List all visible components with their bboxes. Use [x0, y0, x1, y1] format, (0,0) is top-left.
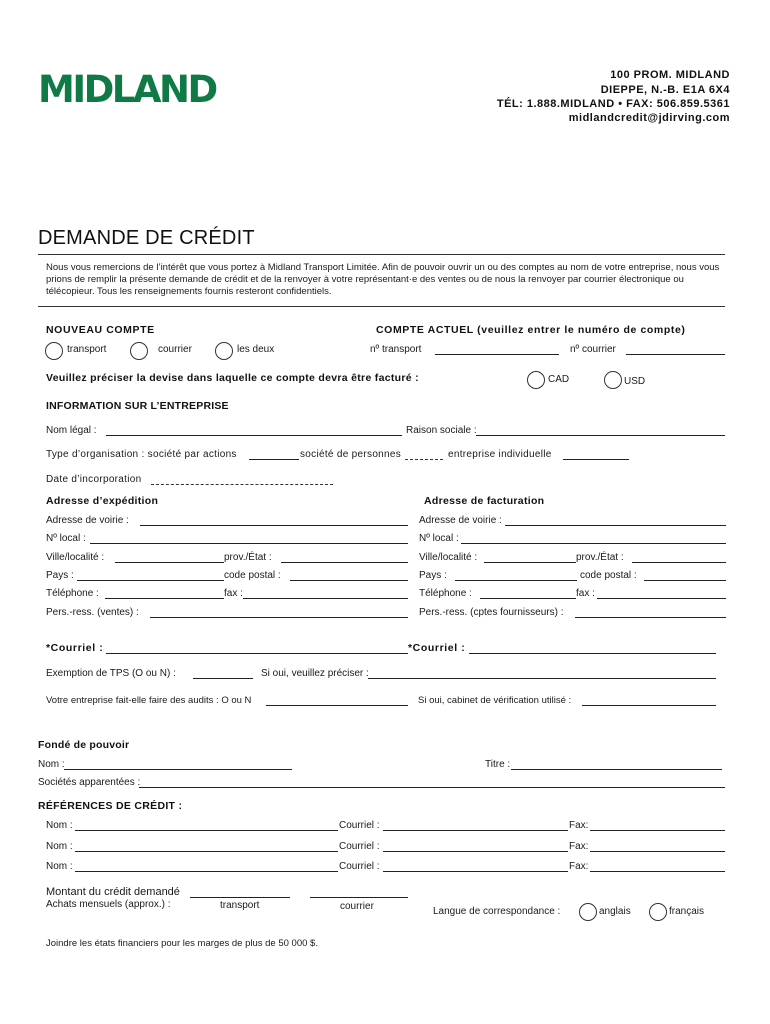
- usd-label: USD: [624, 376, 646, 387]
- org-partnership-label: société de personnes: [300, 449, 402, 460]
- references-heading: RÉFÉRENCES DE CRÉDIT :: [38, 800, 183, 812]
- ref2-fax-field[interactable]: [590, 851, 725, 852]
- legal-name-field[interactable]: [106, 435, 402, 436]
- intro-paragraph: Nous vous remercions de l’intérêt que vous portez à Midland Transport Limitée. Afin de pouvoir ouvrir un ou des comptes au nom de votre entreprise, nous vous prions de remplir la présente demande de crédit et de la renvoyer à votre représentant·e des ventes ou de nous la renvoyer par courrier électronique ou télécopieur. Tous les renseignements fournis resteront confidentiels.: [46, 262, 720, 297]
- legal-name-label: Nom légal :: [46, 425, 97, 436]
- english-radio[interactable]: [579, 903, 597, 921]
- credit-amount-label: Montant du crédit demandé: [46, 886, 180, 898]
- monthly-purchases-label: Achats mensuels (approx.) :: [46, 899, 171, 910]
- bill-prov-field[interactable]: [632, 562, 726, 563]
- address-city: DIEPPE, N.-B. E1A 6X4: [600, 84, 730, 96]
- bill-unit-field[interactable]: [461, 543, 726, 544]
- ref1-email-field[interactable]: [383, 830, 568, 831]
- ref2-fax-label: Fax:: [569, 841, 589, 852]
- org-sole-label: entreprise individuelle: [448, 449, 552, 460]
- address-email: midlandcredit@jdirving.com: [568, 112, 730, 124]
- bill-postal-label: code postal :: [580, 570, 637, 581]
- ship-street-field[interactable]: [140, 525, 408, 526]
- proxy-name-label: Nom :: [38, 759, 65, 770]
- gst-if-yes-label: Si oui, veuillez préciser :: [261, 668, 369, 679]
- ref1-email-label: Courriel :: [339, 820, 380, 831]
- ship-country-field[interactable]: [77, 580, 224, 581]
- ref2-name-field[interactable]: [75, 851, 338, 852]
- incorporation-label: Date d’incorporation: [46, 474, 142, 485]
- business-name-field[interactable]: [476, 435, 725, 436]
- currency-question: Veuillez préciser la devise dans laquelle ce compte devra être facturé :: [46, 372, 419, 384]
- ref3-fax-field[interactable]: [590, 871, 725, 872]
- courrier-label: courrier: [158, 344, 192, 355]
- gst-exemption-label: Exemption de TPS (O ou N) :: [46, 668, 176, 679]
- page-title: DEMANDE DE CRÉDIT: [38, 227, 255, 249]
- ship-unit-field[interactable]: [90, 543, 408, 544]
- usd-radio[interactable]: [604, 371, 622, 389]
- ref3-email-label: Courriel :: [339, 861, 380, 872]
- bill-country-label: Pays :: [419, 570, 447, 581]
- auditor-field[interactable]: [582, 705, 716, 706]
- proxy-title-field[interactable]: [511, 769, 722, 770]
- ship-email-field[interactable]: [106, 653, 408, 654]
- ship-phone-label: Téléphone :: [46, 588, 99, 599]
- ship-city-label: Ville/localité :: [46, 552, 105, 563]
- org-sole-field[interactable]: [563, 459, 629, 460]
- transport-number-field[interactable]: [435, 354, 559, 355]
- ship-fax-field[interactable]: [243, 598, 408, 599]
- billing-heading: Adresse de facturation: [424, 495, 545, 507]
- address-street: 100 PROM. MIDLAND: [610, 69, 730, 81]
- english-label: anglais: [599, 906, 631, 917]
- bill-prov-label: prov./État :: [576, 552, 624, 563]
- ship-prov-label: prov./État :: [224, 552, 272, 563]
- ship-fax-label: fax :: [224, 588, 243, 599]
- ref1-name-field[interactable]: [75, 830, 338, 831]
- bill-unit-label: Nº local :: [419, 533, 459, 544]
- org-partnership-field[interactable]: [405, 459, 443, 460]
- bill-phone-field[interactable]: [480, 598, 576, 599]
- bill-fax-field[interactable]: [597, 598, 726, 599]
- bill-street-field[interactable]: [505, 525, 726, 526]
- french-label: français: [669, 906, 705, 917]
- intro-divider: [38, 306, 725, 307]
- bill-phone-label: Téléphone :: [419, 588, 472, 599]
- credit-courrier-field[interactable]: [310, 897, 408, 898]
- auditor-label: Si oui, cabinet de vérification utilisé :: [418, 695, 572, 706]
- org-type-label: Type d’organisation : société par actions: [46, 449, 237, 460]
- bill-email-label: *Courriel :: [408, 642, 466, 654]
- shipping-heading: Adresse d’expédition: [46, 495, 159, 507]
- business-name-label: Raison sociale :: [406, 425, 477, 436]
- ref2-email-field[interactable]: [383, 851, 568, 852]
- language-label: Langue de correspondance :: [433, 906, 561, 917]
- ship-country-label: Pays :: [46, 570, 74, 581]
- ship-postal-field[interactable]: [290, 580, 408, 581]
- bill-country-field[interactable]: [455, 580, 577, 581]
- company-info-heading: INFORMATION SUR L’ENTREPRISE: [46, 400, 229, 412]
- ref3-name-label: Nom :: [46, 861, 73, 872]
- address-phone-fax: TÉL: 1.888.MIDLAND • FAX: 506.859.5361: [496, 98, 730, 110]
- bill-fax-label: fax :: [576, 588, 595, 599]
- gst-if-yes-field[interactable]: [368, 678, 716, 679]
- credit-transport-field[interactable]: [190, 897, 290, 898]
- bill-contact-field[interactable]: [575, 617, 726, 618]
- cad-radio[interactable]: [527, 371, 545, 389]
- ref2-name-label: Nom :: [46, 841, 73, 852]
- ship-phone-field[interactable]: [105, 598, 224, 599]
- proxy-heading: Fondé de pouvoir: [38, 739, 130, 751]
- ship-prov-field[interactable]: [281, 562, 408, 563]
- courrier-radio[interactable]: [130, 342, 148, 360]
- ship-unit-label: Nº local :: [46, 533, 86, 544]
- ship-city-field[interactable]: [115, 562, 224, 563]
- both-label: les deux: [237, 344, 275, 355]
- ship-street-label: Adresse de voirie :: [46, 515, 129, 526]
- french-radio[interactable]: [649, 903, 667, 921]
- ship-contact-label: Pers.-ress. (ventes) :: [46, 607, 139, 618]
- financial-statements-note: Joindre les états financiers pour les marges de plus de 50 000 $.: [46, 938, 318, 949]
- org-corporation-field[interactable]: [249, 459, 299, 460]
- ship-email-label: *Courriel :: [46, 642, 104, 654]
- transport-label: transport: [67, 344, 107, 355]
- both-radio[interactable]: [215, 342, 233, 360]
- current-account-heading: COMPTE ACTUEL (veuillez entrer le numéro de compte): [376, 324, 686, 336]
- audit-question-label: Votre entreprise fait-elle faire des audits : O ou N: [46, 695, 252, 706]
- ref1-fax-label: Fax:: [569, 820, 589, 831]
- ship-contact-field[interactable]: [150, 617, 408, 618]
- bill-contact-label: Pers.-ress. (cptes fournisseurs) :: [419, 607, 564, 618]
- bill-city-field[interactable]: [484, 562, 576, 563]
- credit-transport-label: transport: [220, 900, 260, 911]
- cad-label: CAD: [548, 374, 570, 385]
- gst-exemption-field[interactable]: [193, 678, 253, 679]
- credit-courrier-label: courrier: [340, 901, 374, 912]
- courrier-number-label: nº courrier: [570, 344, 616, 355]
- audit-answer-field[interactable]: [266, 705, 408, 706]
- bill-city-label: Ville/localité :: [419, 552, 478, 563]
- affiliates-label: Sociétés apparentées :: [38, 777, 141, 788]
- ref3-email-field[interactable]: [383, 871, 568, 872]
- proxy-title-label: Titre :: [485, 759, 511, 770]
- affiliates-field[interactable]: [139, 787, 725, 788]
- ref2-email-label: Courriel :: [339, 841, 380, 852]
- ref3-name-field[interactable]: [75, 871, 338, 872]
- transport-radio[interactable]: [45, 342, 63, 360]
- bill-postal-field[interactable]: [644, 580, 726, 581]
- ref1-name-label: Nom :: [46, 820, 73, 831]
- bill-street-label: Adresse de voirie :: [419, 515, 502, 526]
- incorporation-field[interactable]: [151, 484, 333, 485]
- ref3-fax-label: Fax:: [569, 861, 589, 872]
- bill-email-field[interactable]: [469, 653, 716, 654]
- ref1-fax-field[interactable]: [590, 830, 725, 831]
- proxy-name-field[interactable]: [64, 769, 292, 770]
- ship-postal-label: code postal :: [224, 570, 281, 581]
- transport-number-label: nº transport: [370, 344, 422, 355]
- midland-logo: MIDLAND: [38, 68, 216, 111]
- new-account-heading: NOUVEAU COMPTE: [46, 324, 155, 336]
- courrier-number-field[interactable]: [626, 354, 725, 355]
- title-divider: [38, 254, 725, 255]
